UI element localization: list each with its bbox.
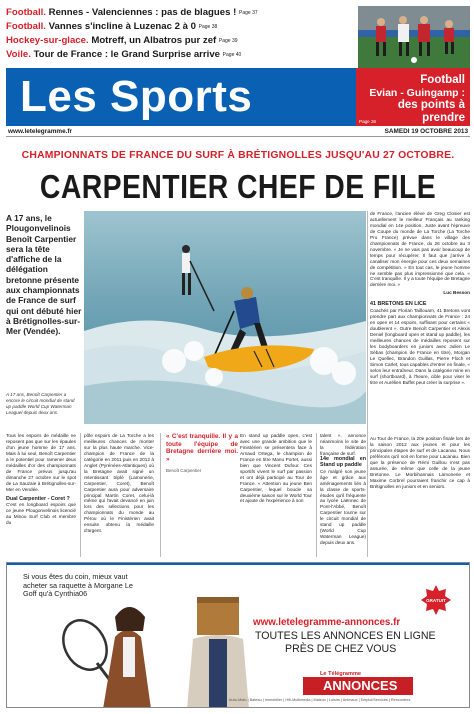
body-text: Coachés par Florian Taillouarn, 41 Bretons vont prendre part aux championnats de France : 24 en open et 14 espoirs, suffisant pour certains « doublerent ». Outre Benoît Carpentier et Alexis Deniel (longboard open et stand up paddle), les meilleures chances de médailles reposent sur les bodyboarders en juniors avec Julien Le Sébas (champion de France en titre), Morgan Le Quellec, Brandon Guillas, Pierre Floch et Simon Carlet, tous capables d'entrer en finale, « selon leur entraîneur. Dans la catégorie mine en surf (shortboard), à l'heure, cible pour viser le titre et Aurélien Buffet peut créer la surprise ». [370, 308, 470, 385]
article-lead: A 17 ans, le Plougonvelinois Benoît Carpentier sera la tête d'affiche de la délégation bretonne présente aux championnats de France de surf qui ont débuté hier à Brétignolles-sur-Mer (Vendée). [6, 213, 82, 337]
column-divider [160, 433, 161, 557]
teaser-rubric: Football. [6, 7, 46, 18]
ad-brand-logo: ANNONCES [303, 677, 413, 695]
article-column-4 [240, 433, 312, 559]
article-column-1 [6, 433, 76, 559]
subheading: Dual Carpentier - Coret ? [6, 495, 70, 502]
article-column-3 [166, 433, 238, 559]
promo-line1: Football [420, 74, 465, 86]
article-column-5 [320, 433, 366, 559]
column-divider [316, 433, 317, 557]
box-head-illustration [179, 597, 257, 708]
section-title: Les Sports [20, 72, 253, 121]
column-divider [367, 211, 368, 557]
article-column-right-top [370, 211, 470, 437]
ad-brand-small: Le Télégramme [320, 671, 362, 677]
subheading: 14e mondial en Stand up paddle [320, 455, 366, 468]
teaser-item[interactable] [6, 6, 356, 20]
teaser-text: Vannes s'incline à Luzenac 2 à 0 [48, 21, 196, 32]
promo-line3: des points à prendre [397, 99, 465, 124]
body-text: de France, l'ancien élève de Greg Closier est actuellement le meilleur Français au ranking mondial en 14e position. Juste avant l'épreuve de Coupe du monde de La Torche (La Torche Pro France) prévue dans le village des championnats de France, du 26 octobre au 3 novembre. « Je ne vais pas avoir beaucoup de temps pour récupérer. Il faut que j'arrive à canaliser mon énergie pour ces deux semaines de compétition. » En tout cas, le jeune homme ne semble pas plus impressionné que cela. « C'est tranquille. Il y a toute l'équipe de Bretagne derrière moi. » [370, 211, 470, 288]
teaser-item[interactable] [6, 48, 356, 62]
badge-label: GRATUIT [426, 598, 446, 603]
teaser-rubric: Football. [6, 21, 46, 32]
promo-box[interactable] [356, 68, 470, 126]
ad-website-link[interactable]: www.letelegramme-annonces.fr [253, 617, 401, 628]
ad-tagline: Si vous êtes du coin, mieux vaut acheter sa raquette à Morgane Le Goff qu'à Cynthia06 [23, 572, 133, 599]
dateline [6, 128, 470, 137]
article-kicker: CHAMPIONNATS DE FRANCE DU SURF À BRÉTIGNOLLES JUSQU'AU 27 OCTOBRE. [21, 150, 455, 161]
ad-headline-1: TOUTES LES ANNONCES EN LIGNE [255, 630, 436, 642]
tennis-player-illustration [57, 597, 167, 708]
teaser-list [6, 6, 356, 62]
body-text: Au Tour de France, la 20e position finale lors de la saison 2012 aux jeunes et pour les principales étapes de surf et de Lacanau. Nous préférons qu'il soit en forme pour Lacanau. Bien que la présence de Rémi Guillou n'est pas assurée, de même que celle de la jeune Bretonne. Le Morbihannais Lamonerie et Maxime Corbrel pourraient franchir ce cap à Brétignolles en juniors et en seniors. [370, 436, 470, 489]
column-divider [80, 433, 81, 557]
subheading: 41 BRETONS EN LICE [370, 301, 427, 308]
promo-line2: Evian - Guingamp : [369, 87, 465, 99]
teaser-text: Motreff, un Albatros pur zef [91, 35, 217, 46]
author-signature: Luc Besson [443, 290, 470, 296]
masthead [6, 68, 356, 126]
issue-date: SAMEDI 19 OCTOBRE 2013 [384, 128, 468, 135]
teaser-page: Page 39 [218, 38, 238, 44]
teaser-text: Tour de France : le Grand Surprise arrive [33, 49, 220, 60]
teaser-page: Page 40 [222, 52, 242, 58]
promo-page: Page 36 [359, 119, 377, 124]
football-photo [358, 6, 470, 68]
teaser-item[interactable] [6, 20, 356, 34]
pull-quote: « C'est tranquille. Il y a toute l'équipe de Bretagne derrière moi. » [166, 433, 238, 463]
body-text: C'est en longboard espoirs que ce jeune Plougonvelinois licencié au Minou Surf Club et membre du [6, 502, 76, 526]
teaser-item[interactable] [6, 34, 356, 48]
teaser-page: Page 37 [239, 10, 258, 16]
body-text: pôle espoirs de La Torche a les meilleures chances de monter sur la plus haute marche. Vice-champion de France de la catégorie en 2011 puis en 2012 à Anglet (Pyrénées-Atlantiques) où la Bretagne avait signé un retentissant triplé (Lamonerie, Carpentier, Coret), Benoît Carpentier aura pour adversaire principal Martin Coret, celui-là même qui l'avait devancé en juin lors des sélections pour les championnats du monde au Pérou où le Finistérien avait ensuite obtenu la médaille d'argent. [84, 433, 154, 534]
advertisement[interactable] [6, 562, 470, 708]
quote-author: Benoît Carpentier [166, 468, 202, 473]
site-url[interactable]: www.letelegramme.fr [8, 128, 73, 135]
teaser-rubric: Voile. [6, 49, 31, 60]
article-column-6 [370, 436, 470, 559]
gratuit-badge [421, 585, 451, 615]
teaser-page: Page 38 [198, 24, 218, 30]
body-text: Ce malgré son jeune âge et grâce aux aménagements liés à la classe de sports-études qu'il fréquente au lycée Laënnec de Pont-l'Abbé, Benoît Carpentier tourne sur le circuit mondial de stand up paddle (World Cup Waterman League) depuis deux ans. [320, 468, 366, 546]
photo-caption: A 17 ans, Benoît Carpentier a encore le circuit mondial de stand up paddle World Cup Waterman Leaguel depuis deux ans. [6, 392, 75, 415]
ad-headline-2: PRÈS DE CHEZ VOUS [285, 643, 397, 655]
teaser-text: Rennes - Valenciennes : pas de blagues ! [48, 7, 237, 18]
body-text: Tous les espoirs de médaille ne reposent pas que sur les épaules d'un jeune homme de 17 ans. Mais à lui seul, Benoît Carpentier a le potentiel pour ramener deux médailles d'or des championnats de France prévus jusqu'au dimanche 27 octobre sur le spot de La Sauzaie à Brétignolles-sur-Mer en Vendée. [6, 433, 76, 492]
body-text: En stand up paddle open, c'est avec une grande ambition que le Finistérien se présentera face à Arnaud Ortega, le champion de France en titre Manu Portet, aussi bien que Vincent Dufour. Ces sportifs vivent le surf par passion et ont déjà participé au Tour de France. « Attention au jeune Ben Carpentier, lequel boucle sa deuxième saison sur le World Tour et ajoute de l'expérience à son [240, 433, 312, 504]
body-text: talent », annonce néanmoins le site de la fédération française de surf. [320, 433, 366, 456]
article-column-2 [84, 433, 154, 559]
ad-categories: Auto-Moto | Bateau | Immobilier | Hifi-Multimedia | Maison | Loisirs | Animaux | Emploi/Services | Rencontres [229, 698, 411, 702]
surfer-photo [84, 211, 366, 424]
ad-top-rule [7, 563, 469, 565]
article-headline: CARPENTIER CHEF DE FILE [39, 168, 437, 205]
teaser-rubric: Hockey-sur-glace. [6, 35, 89, 46]
